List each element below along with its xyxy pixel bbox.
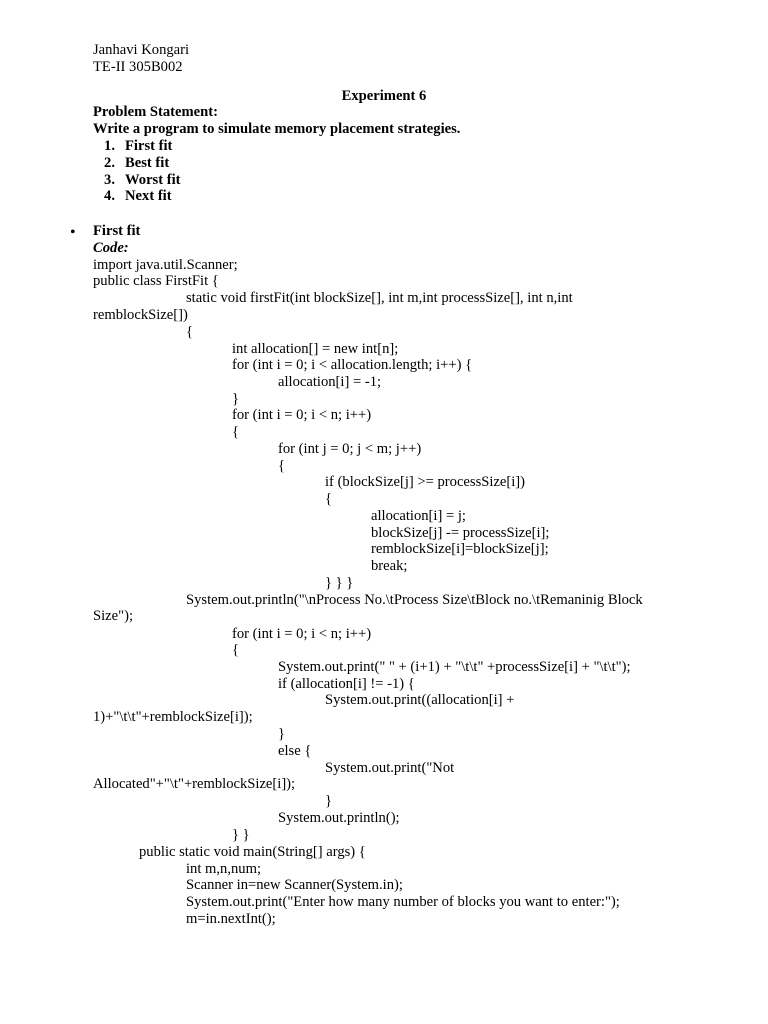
list-number: 4. — [104, 188, 115, 204]
list-text: First fit — [125, 138, 173, 154]
code-line: for (int j = 0; j < m; j++) — [278, 441, 422, 457]
list-item — [93, 188, 172, 205]
code-line: allocation[i] = -1; — [278, 374, 382, 390]
code-line: { — [186, 324, 194, 340]
code-line: Allocated"+"\t"+remblockSize[i]); — [93, 776, 296, 792]
code-line: } — [232, 391, 240, 407]
code-line: 1)+"\t\t"+remblockSize[i]); — [93, 709, 253, 725]
code-line: for (int i = 0; i < n; i++) — [232, 407, 372, 423]
list-number: 1. — [104, 138, 115, 154]
code-line: int m,n,num; — [186, 861, 261, 877]
code-line: static void firstFit(int blockSize[], int m,int processSize[], int n,int — [186, 290, 573, 306]
code-line: System.out.print("Enter how many number of blocks you want to enter:"); — [186, 894, 620, 910]
code-line: } — [278, 726, 286, 742]
list-item — [93, 138, 172, 155]
code-line: public class FirstFit { — [93, 273, 219, 289]
list-number: 2. — [104, 155, 115, 171]
code-line: } } } — [325, 575, 354, 591]
code-line: else { — [278, 743, 312, 759]
bullet-icon: • — [70, 224, 76, 241]
code-line: System.out.print("Not — [325, 760, 455, 776]
code-line: if (allocation[i] != -1) { — [278, 676, 415, 692]
list-item — [93, 172, 181, 189]
code-line: if (blockSize[j] >= processSize[i]) — [325, 474, 526, 490]
problem-statement: Write a program to simulate memory placement strategies. — [93, 121, 461, 137]
list-text: Next fit — [125, 188, 172, 204]
code-line: for (int i = 0; i < allocation.length; i++) { — [232, 357, 473, 373]
code-line: remblockSize[i]=blockSize[j]; — [371, 541, 549, 557]
code-line: System.out.print(" " + (i+1) + "\t\t" +processSize[i] + "\t\t"); — [278, 659, 631, 675]
code-line: { — [278, 458, 286, 474]
code-line: m=in.nextInt(); — [186, 911, 276, 927]
code-line: break; — [371, 558, 408, 574]
list-number: 3. — [104, 172, 115, 188]
code-line: blockSize[j] -= processSize[i]; — [371, 525, 550, 541]
list-text: Best fit — [125, 155, 170, 171]
problem-heading: Problem Statement: — [93, 104, 218, 120]
code-line: { — [232, 424, 240, 440]
code-line: System.out.print((allocation[i] + — [325, 692, 515, 708]
code-line: { — [232, 642, 240, 658]
code-label: Code: — [93, 240, 129, 256]
code-line: remblockSize[]) — [93, 307, 188, 323]
section-title: First fit — [93, 223, 141, 239]
code-line: System.out.println("\nProcess No.\tProcess Size\tBlock no.\tRemaninig Block — [186, 592, 643, 608]
roll-number: TE-II 305B002 — [93, 59, 183, 75]
code-line: System.out.println(); — [278, 810, 400, 826]
code-line: for (int i = 0; i < n; i++) — [232, 626, 372, 642]
code-line: } } — [232, 827, 250, 843]
code-line: allocation[i] = j; — [371, 508, 466, 524]
code-line: } — [325, 793, 333, 809]
code-line: { — [325, 491, 333, 507]
list-item — [93, 155, 169, 172]
code-line: Size"); — [93, 608, 133, 624]
list-text: Worst fit — [125, 172, 181, 188]
code-line: public static void main(String[] args) { — [139, 844, 366, 860]
author-name: Janhavi Kongari — [93, 42, 190, 58]
code-line: import java.util.Scanner; — [93, 257, 238, 273]
code-line: Scanner in=new Scanner(System.in); — [186, 877, 403, 893]
experiment-title: Experiment 6 — [341, 88, 427, 104]
code-line: int allocation[] = new int[n]; — [232, 341, 399, 357]
